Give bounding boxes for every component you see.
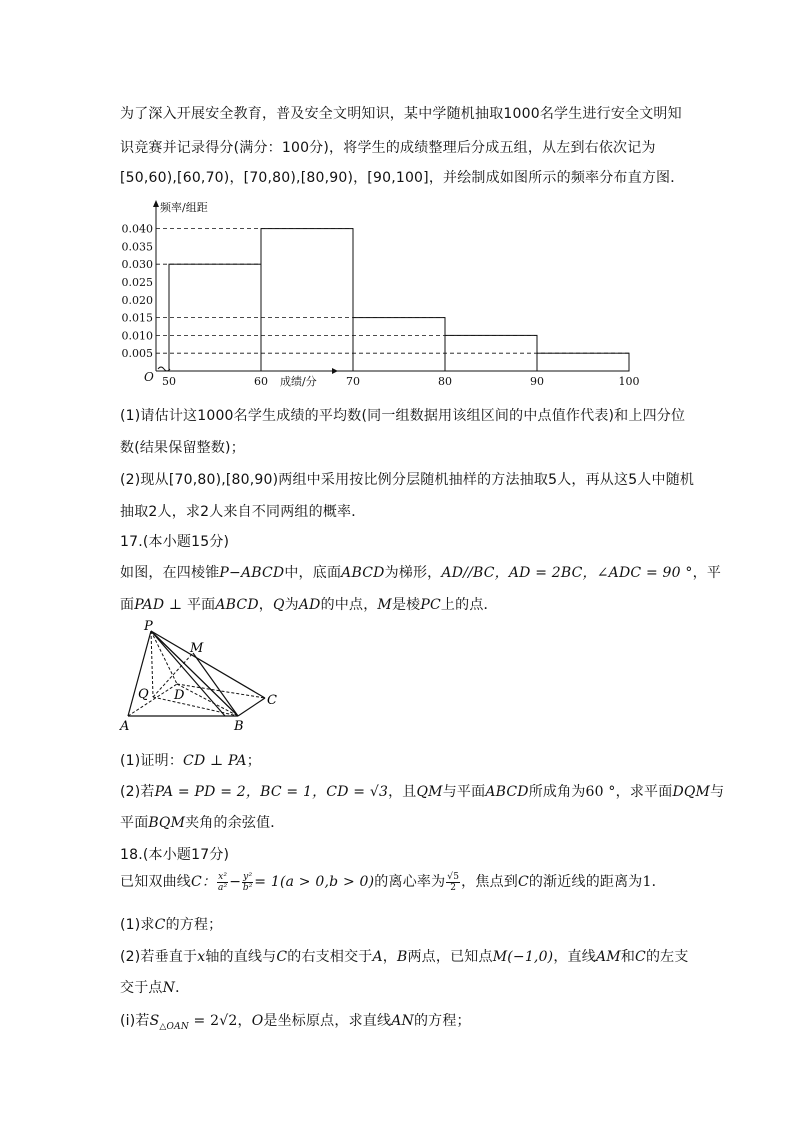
x-axis-label: 成绩/分	[280, 375, 317, 388]
intro-line-3: [50,60),[60,70)，[70,80),[80,90)，[90,100]，并绘制成如图所示的频率分布直方图．	[120, 170, 685, 186]
histogram-bar-60-70	[261, 229, 353, 371]
x-tick-label-70: 70	[346, 375, 360, 388]
axis-break	[158, 367, 170, 371]
y-tick-label-0.010: 0.010	[121, 329, 153, 343]
intro-line-1: 为了深入开展安全教育，普及安全文明知识，某中学随机抽取1000名学生进行安全文明知	[120, 106, 682, 122]
hidden-DC	[177, 684, 265, 698]
q17-part2-line2: 平面BQM夹角的余弦值．	[120, 815, 285, 831]
q18-part2-line2: 交于点N．	[120, 980, 190, 996]
y-tick-label-0.025: 0.025	[121, 276, 153, 289]
frequency-histogram	[110, 195, 640, 395]
label-D: D	[174, 688, 185, 703]
label-P: P	[144, 619, 153, 634]
q17-header: 17.(本小题15分)	[120, 534, 230, 550]
q17-part1: (1)证明：CD ⊥ PA；	[120, 753, 261, 769]
label-A: A	[120, 719, 130, 734]
y-axis-arrow	[153, 200, 159, 207]
q18-header: 18.(本小题17分)	[120, 847, 230, 863]
edge-PC	[151, 631, 265, 698]
y-tick-label-0.005: 0.005	[121, 347, 153, 361]
y-tick-label-0.020: 0.020	[121, 293, 153, 307]
q17-line2: 面PAD ⊥ 平面ABCD，Q为AD的中点，M是棱PC上的点．	[120, 597, 498, 613]
y-tick-label-0.030: 0.030	[121, 258, 153, 272]
edge-PA	[128, 631, 151, 716]
label-M: M	[190, 641, 204, 656]
edge-BC	[238, 698, 265, 716]
q18-part1: (1)求C的方程；	[120, 917, 223, 933]
q17-part2-line1: (2)若PA = PD = 2，BC = 1，CD = √3，且QM与平面ABCD所成角为60 °，求平面DQM与	[120, 784, 725, 800]
origin-label: O	[144, 370, 154, 384]
histogram-bar-90-100	[537, 353, 629, 371]
x-tick-label-100: 100	[618, 375, 640, 388]
histogram-bar-70-80	[353, 318, 445, 371]
label-B: B	[234, 719, 244, 734]
y-tick-label-0.015: 0.015	[121, 311, 153, 325]
q18-part2-i: (ⅰ)若$S_{\triangle OAN} = 2√2$，O是坐标原点，求直线AN的方程；	[120, 1013, 471, 1032]
hidden-QM	[153, 653, 193, 697]
intro-line-2: 识竞赛并记录得分(满分：100分)，将学生的成绩整理后分成五组，从左到右依次记为	[120, 140, 656, 156]
q16-part1-line1: (1)请估计这1000名学生成绩的平均数(同一组数据用该组区间的中点值作代表)和上四分位	[120, 408, 686, 424]
y-axis-label: 频率/组距	[160, 201, 208, 214]
q16-part1-line2: 数(结果保留整数)；	[120, 440, 245, 456]
x-tick-label-50: 50	[162, 375, 176, 388]
q18-part2-line1: (2)若垂直于x轴的直线与C的右支相交于A，B两点，已知点M(−1,0)，直线AM和C的左支	[120, 949, 689, 965]
y-tick-label-0.040: 0.040	[121, 222, 153, 236]
label-C: C	[267, 693, 277, 708]
edge-MB	[193, 653, 238, 716]
q16-part2-line1: (2)现从[70,80),[80,90)两组中采用按比例分层随机抽样的方法抽取5人，再从这5人中随机	[120, 472, 695, 488]
q16-part2-line2: 抽取2人，求2人来自不同两组的概率．	[120, 504, 366, 520]
hidden-PQ	[151, 631, 153, 697]
x-tick-label-60: 60	[254, 375, 268, 388]
hidden-QB	[153, 697, 238, 716]
q17-line1: 如图，在四棱锥P−ABCD中，底面ABCD为梯形，AD//BC，AD = 2BC，∠ADC = 90 °，平	[120, 565, 722, 581]
label-Q: Q	[138, 687, 149, 702]
x-tick-label-80: 80	[438, 375, 452, 388]
y-tick-label-0.035: 0.035	[121, 240, 153, 254]
q18-given: 已知双曲线C： $\frac{\text{x²}}{\text{a²}}$ − $\frac{\text{y²}}{\text{b²}}$ = 1(a > 0,b > 0)的离心率为 $\frac{√5}{2}$ ，焦点到C的渐近线的距离为1．	[120, 871, 666, 893]
x-tick-label-90: 90	[530, 375, 544, 388]
pyramid-figure	[115, 620, 290, 735]
